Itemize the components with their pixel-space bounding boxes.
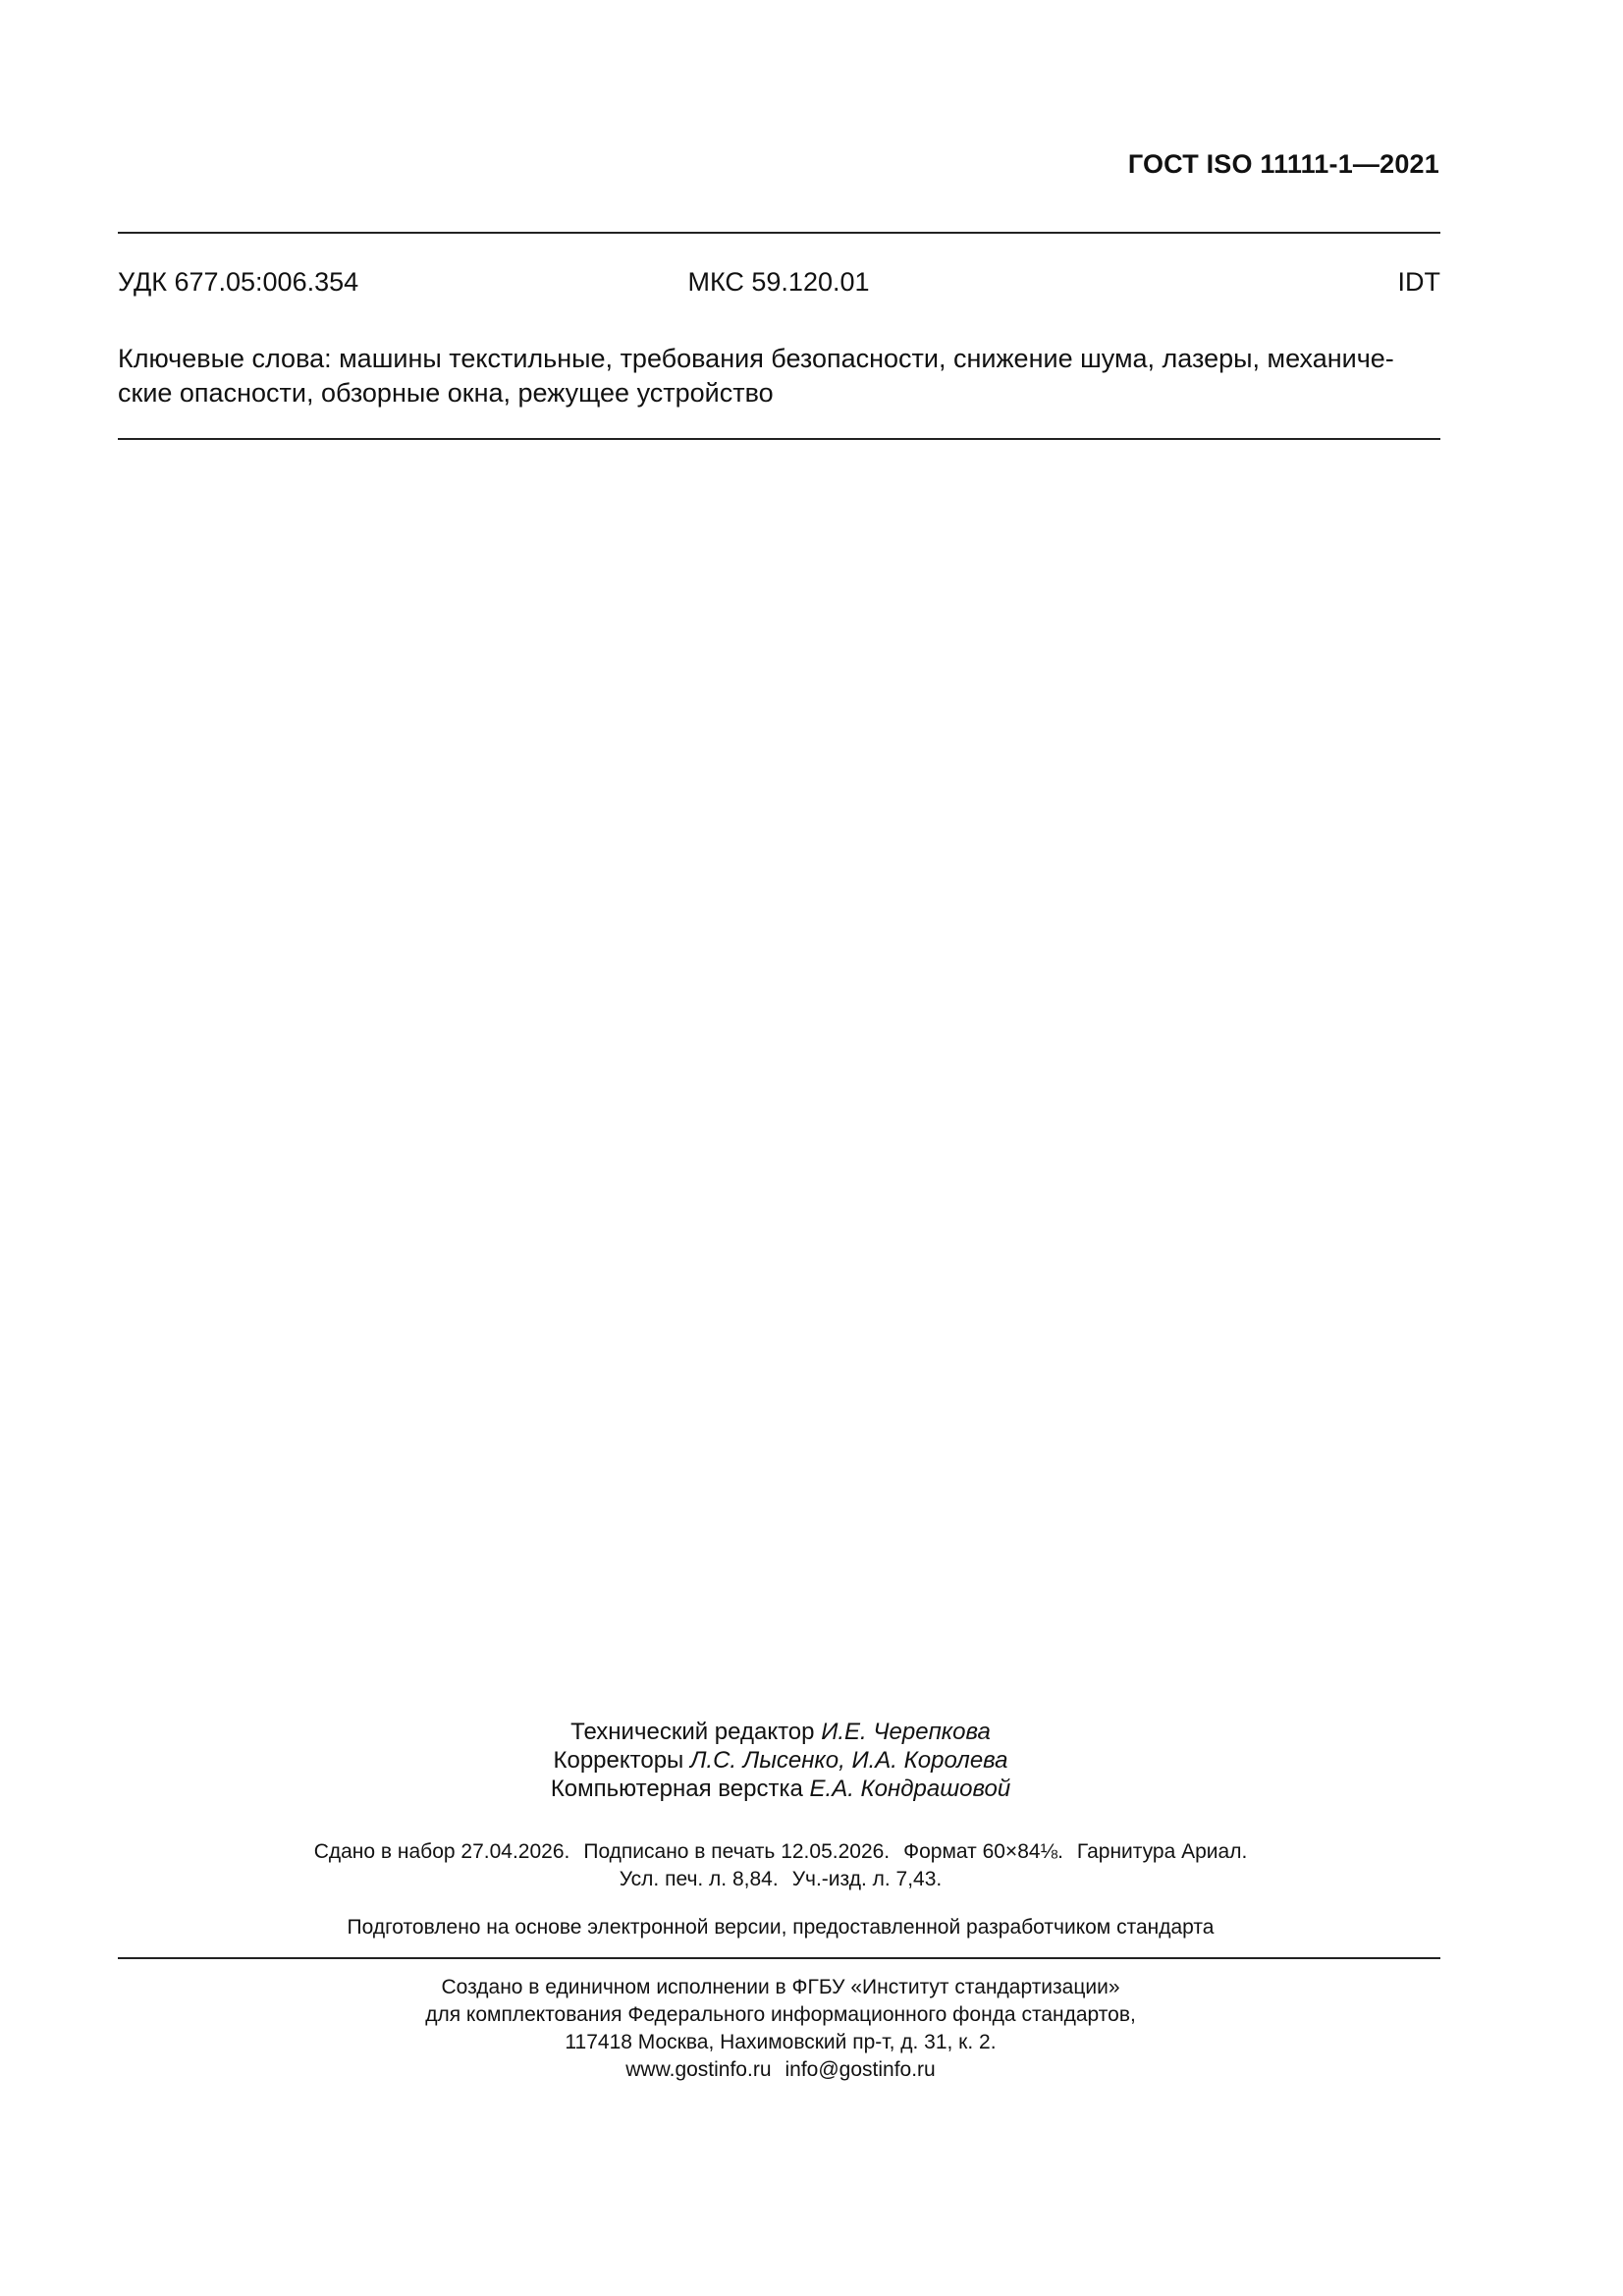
keywords-line-1: Ключевые слова: машины текстильные, требования безопасности, снижение шума, лазеры, механиче- [118, 344, 1394, 373]
print-date: Подписано в печать 12.05.2026. [583, 1840, 891, 1863]
publication-info [0, 1838, 1561, 1893]
header-divider [118, 232, 1440, 234]
prepared-note: Подготовлено на основе электронной версии, предоставленной разработчиком стандарта [347, 1916, 1215, 1939]
publication-info-line-2 [0, 1866, 1561, 1893]
keywords-line-2: ские опасности, обзорные окна, режущее устройство [118, 378, 774, 408]
publisher-contacts [0, 2056, 1561, 2084]
footer-divider [118, 1957, 1440, 1959]
imprint-credits [0, 1718, 1561, 1803]
tech-editor-name: И.Е. Черепкова [821, 1719, 991, 1745]
equivalence-code: IDT [1397, 267, 1440, 297]
pub-sheets: Уч.-изд. л. 7,43. [791, 1868, 943, 1890]
mks-code: МКС 59.120.01 [687, 267, 870, 297]
publication-info-line-1 [0, 1838, 1561, 1866]
layout-label: Компьютерная верстка [550, 1776, 803, 1802]
print-sheets: Усл. печ. л. 8,84. [619, 1868, 779, 1890]
publisher-address: 117418 Москва, Нахимовский пр-т, д. 31, к. 2. [565, 2031, 997, 2053]
publisher-info [0, 1974, 1561, 2084]
udk-code: УДК 677.05:006.354 [118, 267, 359, 297]
website-link[interactable]: www.gostinfo.ru [625, 2058, 772, 2081]
correctors-row [0, 1746, 1561, 1775]
typeface: Гарнитура Ариал. [1076, 1840, 1248, 1863]
document-number: ГОСТ ISO 11111-1—2021 [1127, 149, 1439, 179]
publisher-line-2: для комплектования Федерального информационного фонда стандартов, [425, 2003, 1136, 2026]
keywords [118, 342, 1440, 410]
set-date: Сдано в набор 27.04.2026. [313, 1840, 570, 1863]
keywords-divider [118, 438, 1440, 440]
layout-row [0, 1775, 1561, 1803]
correctors-names: Л.С. Лысенко, И.А. Королева [689, 1747, 1008, 1774]
tech-editor-row [0, 1718, 1561, 1746]
email-link[interactable]: info@gostinfo.ru [784, 2058, 936, 2081]
paper-format: Формат 60×84⅛. [903, 1840, 1063, 1863]
layout-name: Е.А. Кондрашовой [809, 1776, 1011, 1802]
classification-row [118, 267, 1440, 298]
tech-editor-label: Технический редактор [570, 1719, 815, 1745]
correctors-label: Корректоры [553, 1747, 684, 1774]
publisher-line-1: Создано в единичном исполнении в ФГБУ «Институт стандартизации» [441, 1976, 1120, 1998]
